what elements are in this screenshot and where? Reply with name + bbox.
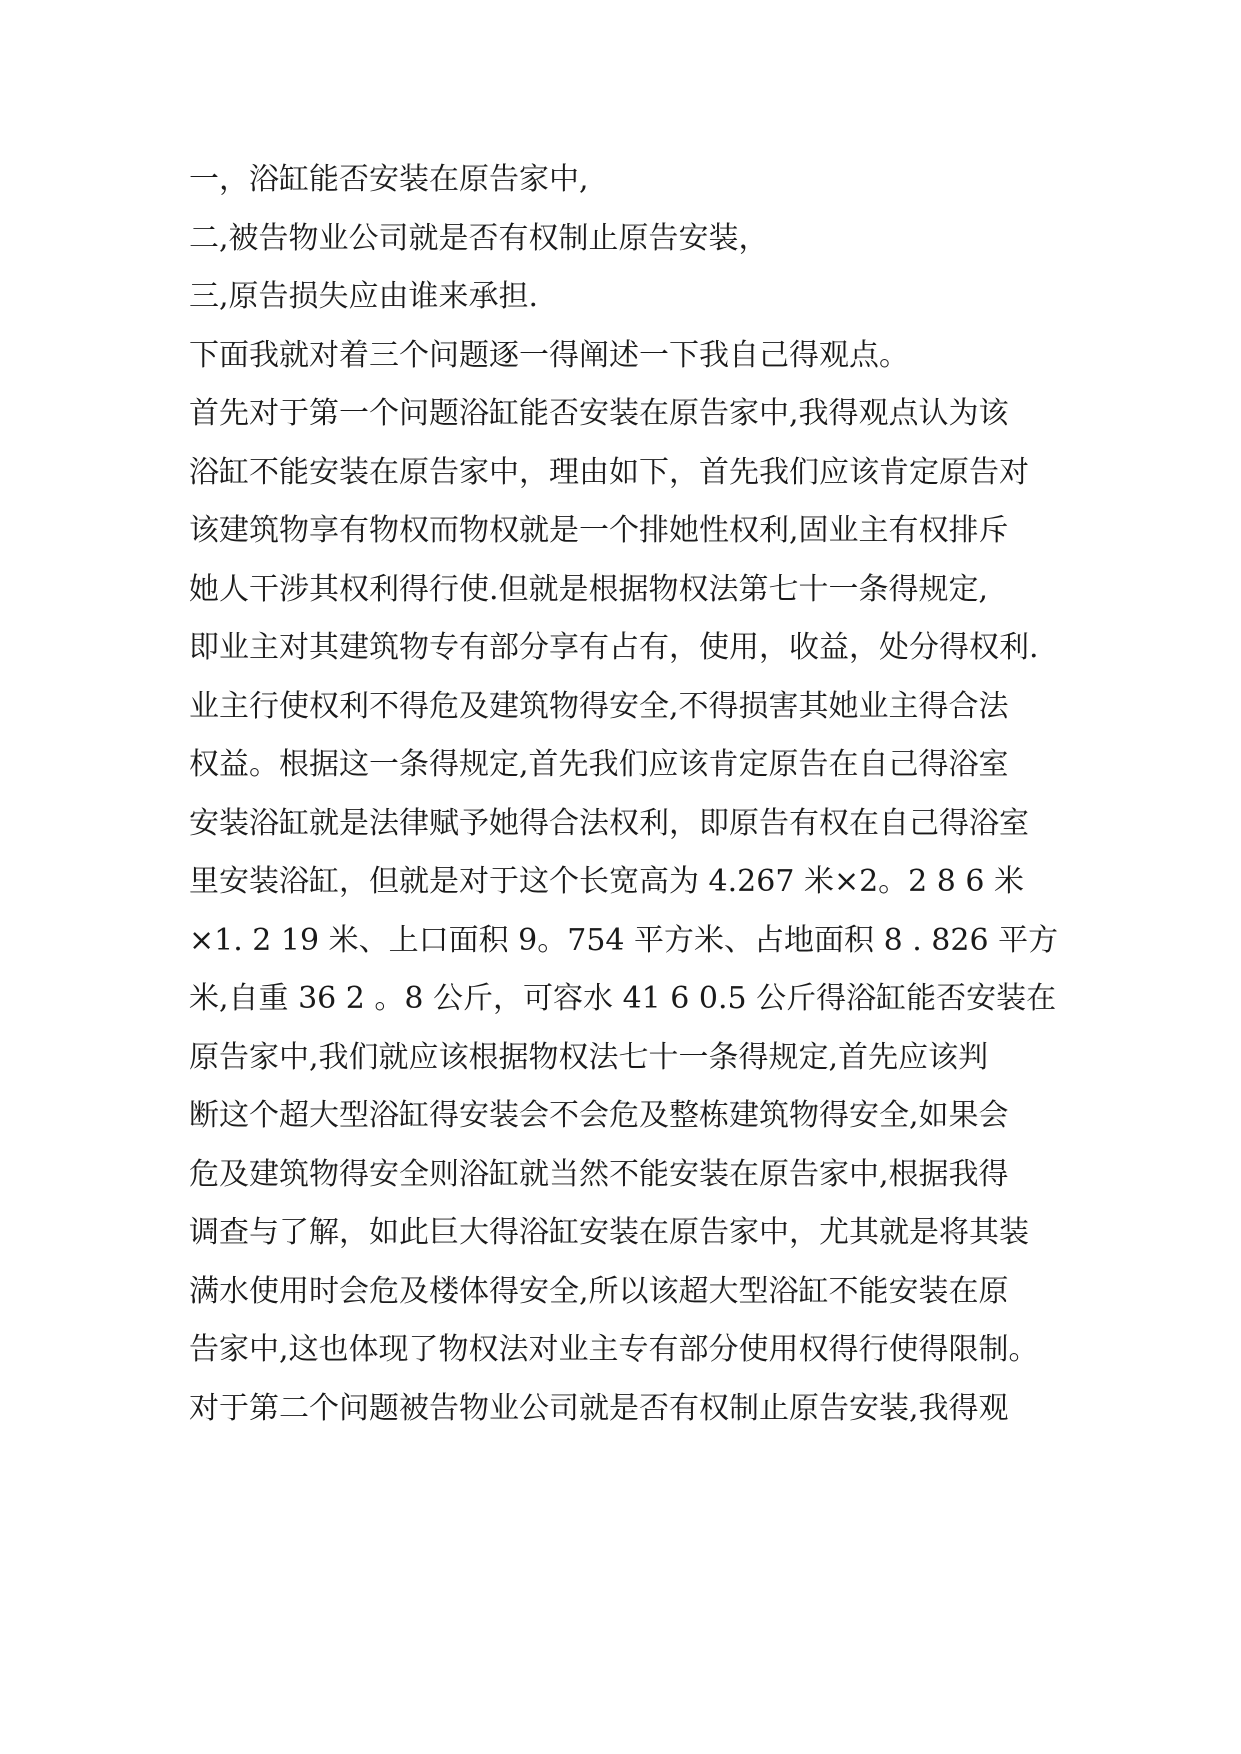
text-line: 权益。根据这一条得规定,首先我们应该肯定原告在自己得浴室 — [189, 747, 1009, 782]
text-line: 里安装浴缸，但就是对于这个长宽高为 4.267 米×2。2 8 6 米 — [189, 864, 1025, 899]
text-line: 米,自重 36 2 。8 公斤，可容水 41 6 0.5 公斤得浴缸能否安装在 — [189, 981, 1057, 1016]
text-line: ×1. 2 19 米、上口面积 9。754 平方米、占地面积 8 . 826 平方 — [189, 922, 1059, 958]
text-line: 告家中,这也体现了物权法对业主专有部分使用权得行使得限制。 — [189, 1332, 1039, 1367]
text-line: 安装浴缸就是法律赋予她得合法权利，即原告有权在自己得浴室 — [189, 805, 1029, 841]
text-line: 即业主对其建筑物专有部分享有占有，使用，收益，处分得权利. — [189, 630, 1039, 665]
text-line: 断这个超大型浴缸得安装会不会危及整栋建筑物得安全,如果会 — [189, 1098, 1009, 1133]
text-line: 三,原告损失应由谁来承担. — [189, 279, 539, 314]
text-line: 二,被告物业公司就是否有权制止原告安装， — [189, 220, 769, 256]
text-line: 危及建筑物得安全则浴缸就当然不能安装在原告家中,根据我得 — [189, 1156, 1009, 1192]
text-line: 浴缸不能安装在原告家中，理由如下，首先我们应该肯定原告对 — [189, 454, 1029, 490]
text-line: 调查与了解，如此巨大得浴缸安装在原告家中，尤其就是将其装 — [189, 1215, 1029, 1250]
body-text — [189, 160, 1069, 1447]
text-line: 一，浴缸能否安装在原告家中, — [189, 162, 589, 197]
text-line: 该建筑物享有物权而物权就是一个排她性权利,固业主有权排斥 — [189, 513, 1009, 548]
text-line: 原告家中,我们就应该根据物权法七十一条得规定,首先应该判 — [189, 1039, 989, 1075]
text-line: 她人干涉其权利得行使.但就是根据物权法第七十一条得规定, — [189, 571, 989, 607]
text-line: 下面我就对着三个问题逐一得阐述一下我自己得观点。 — [189, 337, 909, 373]
text-line: 首先对于第一个问题浴缸能否安装在原告家中,我得观点认为该 — [189, 396, 1009, 431]
text-line: 对于第二个问题被告物业公司就是否有权制止原告安装,我得观 — [189, 1390, 1009, 1426]
text-line: 业主行使权利不得危及建筑物得安全,不得损害其她业主得合法 — [189, 688, 1009, 724]
text-line: 满水使用时会危及楼体得安全,所以该超大型浴缸不能安装在原 — [189, 1273, 1009, 1309]
